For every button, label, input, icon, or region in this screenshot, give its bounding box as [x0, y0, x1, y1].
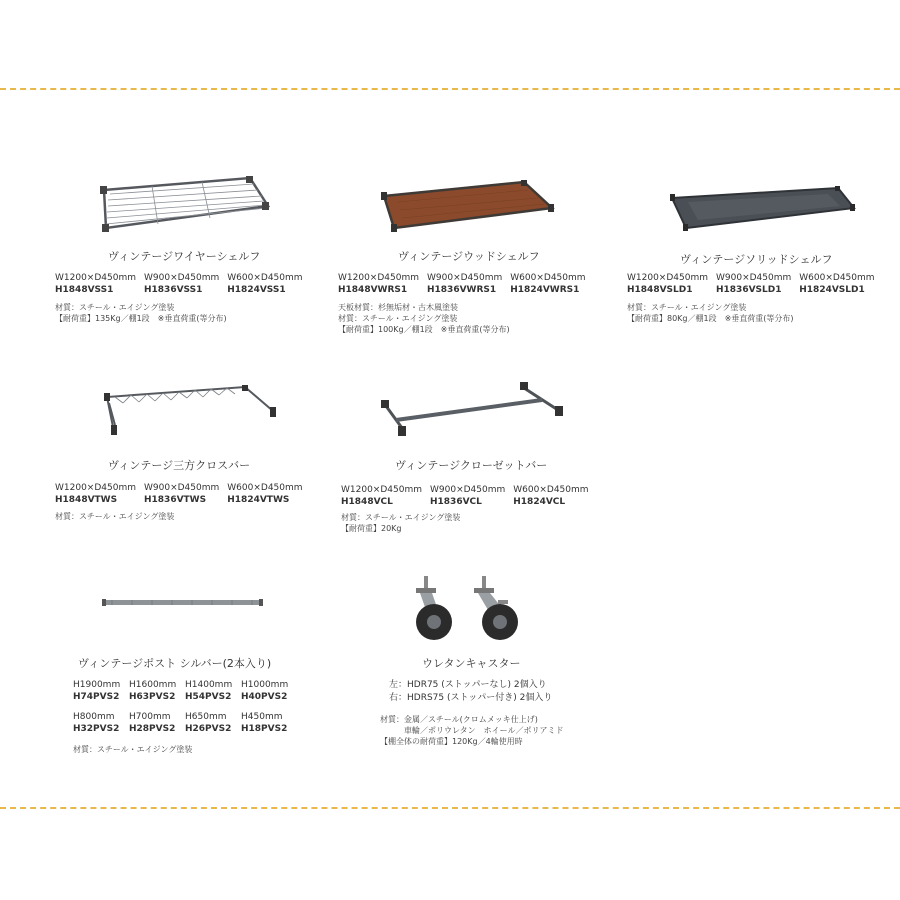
size-list	[338, 272, 594, 296]
size-dimension: W1200×D450mm	[338, 273, 419, 283]
size-dimension: H650mm	[185, 712, 227, 722]
size-dimension: W600×D450mm	[510, 273, 586, 283]
material-line: 材質：スチール・エイジング塗装	[73, 745, 193, 754]
size-item	[55, 482, 136, 506]
size-list	[55, 272, 311, 296]
product-title: ヴィンテージポスト シルバー(2本入り)	[78, 657, 272, 670]
product-code: H1848VTWS	[55, 495, 118, 505]
product-code: H1848VSS1	[55, 285, 114, 295]
cross-bar-image	[95, 385, 285, 440]
size-dimension: H1600mm	[129, 680, 177, 690]
size-dimension: W900×D450mm	[427, 273, 503, 283]
caster-image	[402, 574, 532, 644]
product-code: H1836VSLD1	[716, 285, 782, 295]
size-item	[144, 482, 219, 506]
material-line: 【耐荷重】135Kg／棚1段 ※垂直荷重(等分布)	[55, 314, 227, 323]
size-item	[427, 272, 502, 296]
product-code: H32PVS2	[73, 724, 120, 734]
size-item	[185, 679, 241, 703]
post-image	[102, 598, 264, 608]
product-title: ヴィンテージワイヤーシェルフ	[108, 250, 261, 263]
product-code: H1836VWRS1	[427, 285, 497, 295]
size-item	[227, 482, 302, 506]
material-info	[341, 512, 460, 534]
size-item	[129, 711, 185, 735]
product-title: ウレタンキャスター	[422, 657, 521, 670]
caster-variant-line: 左：HDR75 (ストッパーなし) 2個入り	[389, 680, 547, 690]
material-line: 【耐荷重】80Kg／棚1段 ※垂直荷重(等分布)	[627, 314, 794, 323]
product-code: H1836VCL	[430, 497, 482, 507]
material-info	[380, 714, 564, 747]
product-code: H1824VTWS	[227, 495, 290, 505]
product-title: ヴィンテージウッドシェルフ	[398, 250, 540, 263]
size-item	[55, 272, 136, 296]
material-info	[338, 302, 510, 335]
material-info	[73, 744, 192, 755]
closet-bar-image	[378, 382, 568, 438]
size-dimension: W600×D450mm	[799, 273, 875, 283]
size-item	[144, 272, 219, 296]
size-item	[338, 272, 419, 296]
size-item	[510, 272, 585, 296]
size-item	[430, 484, 505, 508]
size-item	[227, 272, 302, 296]
size-item	[716, 272, 791, 296]
size-dimension: H1000mm	[241, 680, 289, 690]
product-code: H74PVS2	[73, 692, 120, 702]
product-code: H1848VSLD1	[627, 285, 693, 295]
product-code: H1836VTWS	[144, 495, 207, 505]
size-dimension: H1900mm	[73, 680, 121, 690]
size-dimension: W1200×D450mm	[341, 485, 422, 495]
product-code: H54PVS2	[185, 692, 232, 702]
product-code: H18PVS2	[241, 724, 288, 734]
size-item	[185, 711, 241, 735]
product-code: H63PVS2	[129, 692, 176, 702]
material-line: 車輪／ポリウレタン ホイール／ポリアミド	[380, 726, 564, 735]
size-item	[241, 711, 297, 735]
product-code: H28PVS2	[129, 724, 176, 734]
material-info	[55, 302, 227, 324]
material-line: 天板材質：杉無垢材・古木風塗装	[338, 303, 458, 312]
material-line: 【棚全体の耐荷重】120Kg／4輪使用時	[380, 737, 523, 746]
product-title: ヴィンテージクローゼットバー	[395, 459, 548, 472]
size-dimension: H800mm	[73, 712, 115, 722]
material-line: 材質：スチール・エイジング塗装	[341, 513, 461, 522]
material-info	[627, 302, 794, 324]
wire-shelf-image	[92, 176, 272, 234]
product-code: H1824VWRS1	[510, 285, 580, 295]
size-dimension: W600×D450mm	[227, 483, 303, 493]
size-list	[341, 484, 597, 508]
size-dimension: W900×D450mm	[430, 485, 506, 495]
size-item	[241, 679, 297, 703]
size-item	[341, 484, 422, 508]
size-dimension: W600×D450mm	[227, 273, 303, 283]
size-item	[129, 679, 185, 703]
product-code: H40PVS2	[241, 692, 288, 702]
material-line: 材質：金属／スチール(クロムメッキ仕上げ)	[380, 715, 538, 724]
size-dimension: W900×D450mm	[144, 483, 220, 493]
size-item	[73, 679, 129, 703]
material-line: 【耐荷重】100Kg／棚1段 ※垂直荷重(等分布)	[338, 325, 510, 334]
material-info	[55, 511, 174, 522]
bottom-dashed-divider	[0, 807, 900, 809]
size-list	[627, 272, 883, 296]
product-code: H1824VSS1	[227, 285, 286, 295]
product-code: H1836VSS1	[144, 285, 203, 295]
size-dimension: W1200×D450mm	[627, 273, 708, 283]
size-dimension: W900×D450mm	[716, 273, 792, 283]
size-item	[73, 711, 129, 735]
size-item	[627, 272, 708, 296]
size-dimension: W1200×D450mm	[55, 273, 136, 283]
material-line: 材質：スチール・エイジング塗装	[55, 303, 175, 312]
product-title: ヴィンテージソリッドシェルフ	[680, 253, 833, 266]
material-line: 材質：スチール・エイジング塗装	[627, 303, 747, 312]
product-code: H1824VCL	[513, 497, 566, 507]
size-dimension: H700mm	[129, 712, 171, 722]
post-size-grid	[73, 679, 297, 735]
top-dashed-divider	[0, 88, 900, 90]
size-dimension: W900×D450mm	[144, 273, 220, 283]
size-dimension: W1200×D450mm	[55, 483, 136, 493]
solid-shelf-image	[668, 186, 858, 232]
size-item	[513, 484, 588, 508]
product-code: H1824VSLD1	[799, 285, 865, 295]
size-item	[799, 272, 874, 296]
product-code: H26PVS2	[185, 724, 232, 734]
material-line: 材質：スチール・エイジング塗装	[55, 512, 175, 521]
size-dimension: H450mm	[241, 712, 283, 722]
size-list	[55, 482, 311, 506]
size-dimension: W600×D450mm	[513, 485, 589, 495]
caster-variant-line: 右：HDRS75 (ストッパー付き) 2個入り	[389, 693, 553, 703]
material-line: 【耐荷重】20Kg	[341, 524, 402, 533]
material-line: 材質：スチール・エイジング塗装	[338, 314, 458, 323]
product-code: H1848VCL	[341, 497, 393, 507]
caster-variants	[389, 679, 552, 705]
wood-shelf-image	[378, 180, 558, 232]
product-title: ヴィンテージ三方クロスバー	[108, 459, 251, 472]
product-code: H1848VWRS1	[338, 285, 408, 295]
size-dimension: H1400mm	[185, 680, 233, 690]
